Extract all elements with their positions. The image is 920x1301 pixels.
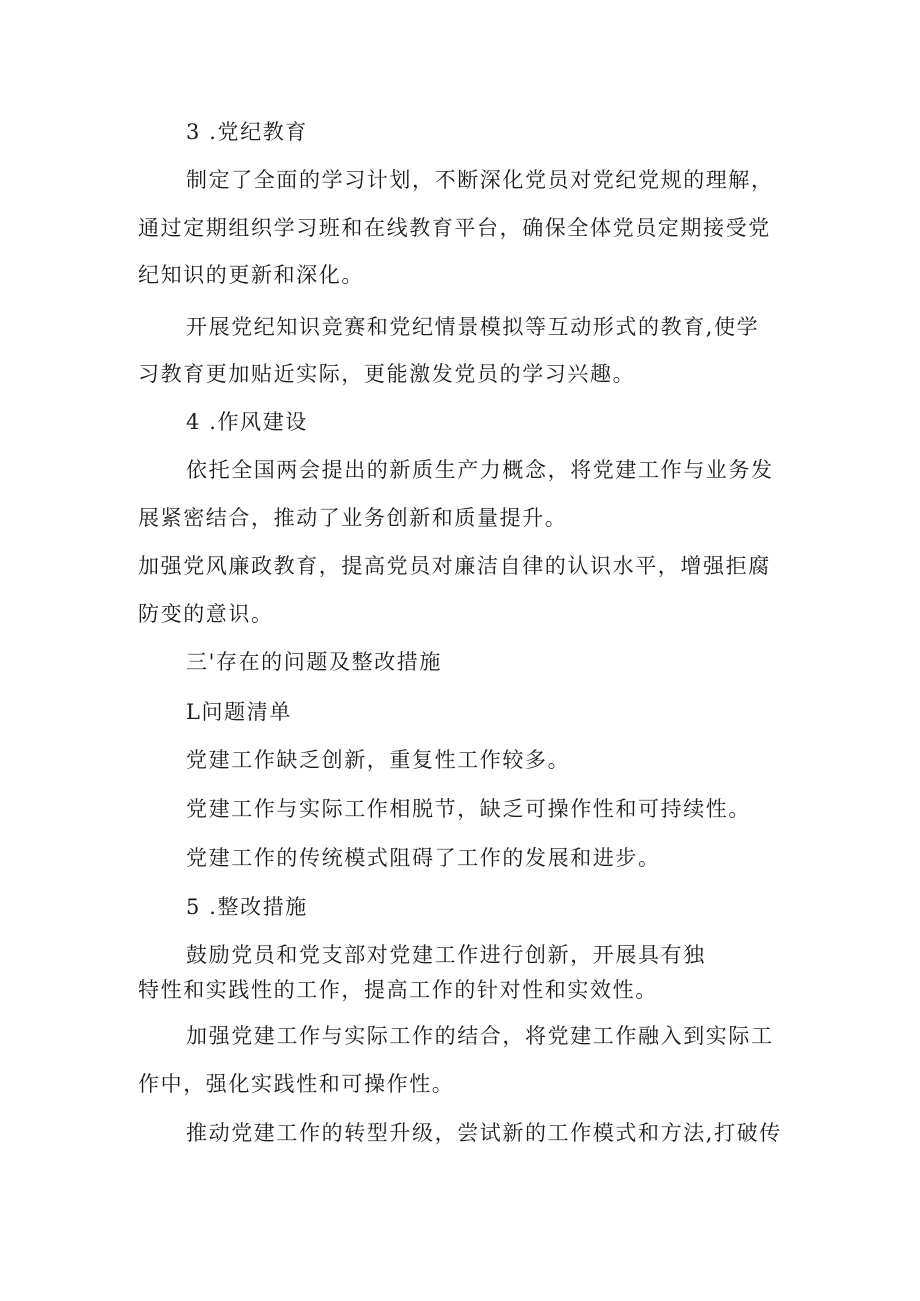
- paragraph-line: 加强党风廉政教育，提高党员对廉洁自律的认识水平，增强拒腐: [138, 554, 771, 578]
- paragraph-line: 特性和实践性的工作，提高工作的针对性和实效性。: [138, 978, 658, 1002]
- paragraph-line: 防变的意识。: [138, 602, 274, 626]
- section-heading-problems-and-rectification: 三'存在的问题及整改措施: [186, 650, 442, 674]
- paragraph-line: 依托全国两会提出的新质生产力概念，将党建工作与业务发: [186, 458, 774, 482]
- paragraph-line: 习教育更加贴近实际，更能激发党员的学习兴趣。: [138, 362, 636, 386]
- paragraph-line: 纪知识的更新和深化。: [138, 263, 364, 287]
- paragraph-line: 制定了全面的学习计划，不断深化党员对党纪党规的理解，: [186, 168, 774, 192]
- paragraph-line: 推动党建工作的转型升级，尝试新的工作模式和方法,打破传: [186, 1121, 782, 1145]
- list-item: 党建工作的传统模式阻碍了工作的发展和进步。: [186, 846, 661, 870]
- paragraph-line: 展紧密结合，推动了业务创新和质量提升。: [138, 506, 568, 530]
- heading-work-style-building: 4 .作风建设: [186, 410, 308, 434]
- heading-party-discipline-education: 3 .党纪教育: [186, 120, 308, 144]
- paragraph-line: 鼓励党员和党支部对党建工作进行创新，开展具有独: [186, 943, 706, 967]
- list-item: 党建工作缺乏创新，重复性工作较多。: [186, 748, 571, 772]
- heading-rectification-measures: 5 .整改措施: [186, 895, 308, 919]
- list-item: 党建工作与实际工作相脱节，缺乏可操作性和可持续性。: [186, 797, 751, 821]
- paragraph-line: 通过定期组织学习班和在线教育平台，确保全体党员定期接受党: [138, 216, 771, 240]
- paragraph-line: 开展党纪知识竞赛和党纪情景模拟等互动形式的教育,使学: [186, 315, 760, 339]
- paragraph-line: 作中，强化实践性和可操作性。: [138, 1072, 455, 1096]
- heading-problem-list: L问题清单: [186, 700, 292, 724]
- paragraph-line: 加强党建工作与实际工作的结合，将党建工作融入到实际工: [186, 1024, 774, 1048]
